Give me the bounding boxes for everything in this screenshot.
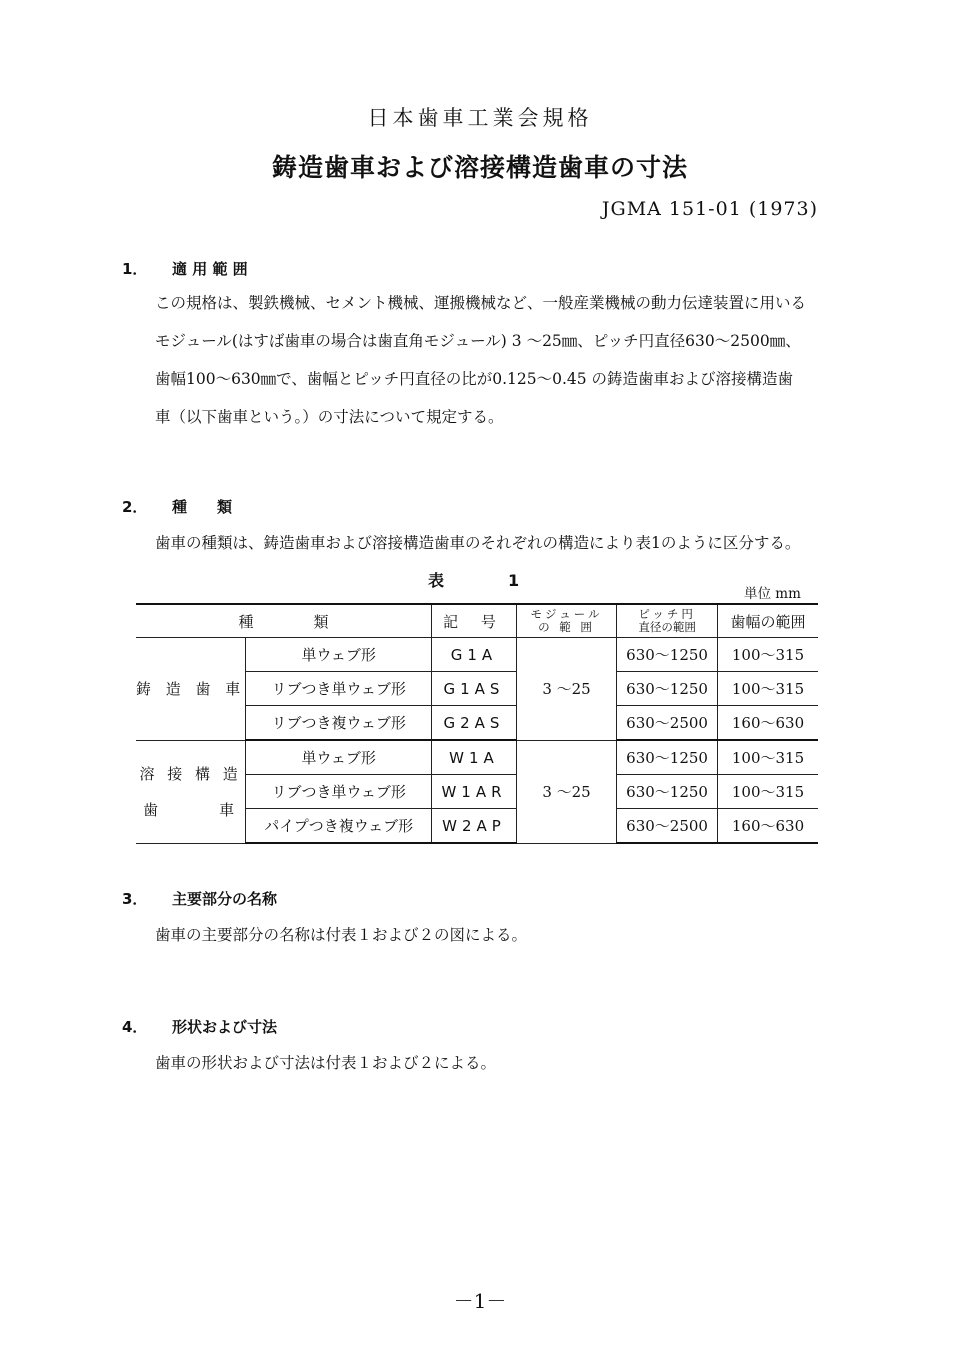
category-cast-gear: 鋳 造 歯 車 — [136, 638, 246, 741]
type-cell: 単ウェブ形 — [246, 740, 432, 775]
module-range-cell: 3 ～25 — [516, 638, 616, 741]
header-pitch-range — [617, 604, 718, 638]
table-unit: 単位 mm — [744, 586, 801, 602]
face-width-cell: 100～315 — [718, 775, 818, 809]
face-width-cell: 100～315 — [718, 672, 818, 706]
face-width-cell: 160～630 — [718, 809, 818, 844]
symbol-cell: G1AS — [432, 672, 517, 706]
pitch-range-cell: 630～1250 — [617, 672, 718, 706]
section-title: 主要部分の名称 — [172, 890, 278, 908]
header-pitch-range-line1: ピッチ円 — [638, 607, 696, 621]
module-range-cell: 3 ～25 — [516, 740, 616, 843]
page-number: －1－ — [453, 1289, 507, 1313]
pitch-range-cell: 630～1250 — [617, 740, 718, 775]
type-cell: リブつき単ウェブ形 — [246, 775, 432, 809]
header-module-range-line2: の 範 囲 — [538, 620, 595, 634]
gear-types-table — [136, 603, 818, 844]
section-title: 種 類 — [172, 498, 233, 516]
section-4-body — [155, 1044, 496, 1082]
symbol-cell: W2AP — [432, 809, 517, 844]
standard-code: JGMA 151-01 (1973) — [601, 198, 818, 220]
paragraph-line: 車（以下歯車という。）の寸法について規定する。 — [155, 408, 504, 426]
face-width-cell: 100～315 — [718, 638, 818, 672]
section-1-body — [155, 284, 806, 436]
section-4-heading — [122, 1016, 277, 1037]
header-symbol: 記 号 — [432, 604, 517, 638]
paragraph-line: 歯幅100～630㎜で、歯幅とピッチ円直径の比が0.125～0.45 の鋳造歯車および溶接構造歯 — [155, 370, 794, 388]
paragraph-line: モジュール(はすば歯車の場合は歯直角モジュール) 3 ～25㎜、ピッチ円直径630～2500㎜、 — [155, 332, 801, 350]
section-number: 4． — [122, 1018, 148, 1036]
pitch-range-cell: 630～1250 — [617, 638, 718, 672]
type-cell: パイプつき複ウェブ形 — [246, 809, 432, 844]
pitch-range-cell: 630～2500 — [617, 706, 718, 741]
header-kind: 種 類 — [136, 604, 432, 638]
section-number: 3． — [122, 890, 148, 908]
type-cell: 単ウェブ形 — [246, 638, 432, 672]
section-number: 2． — [122, 498, 148, 516]
section-3-heading — [122, 888, 277, 909]
paragraph-line: 歯車の形状および寸法は付表１および２による。 — [155, 1054, 497, 1072]
table-caption — [428, 568, 521, 591]
type-cell: リブつき単ウェブ形 — [246, 672, 432, 706]
face-width-cell: 100～315 — [718, 740, 818, 775]
pitch-range-cell: 630～1250 — [617, 775, 718, 809]
paragraph-line: 歯車の主要部分の名称は付表１および２の図による。 — [155, 926, 528, 944]
section-2-body — [155, 524, 800, 562]
category-line: 溶 接 構 造 — [139, 764, 242, 783]
section-2-heading — [122, 496, 232, 517]
organization-name: 日本歯車工業会規格 — [367, 106, 593, 130]
symbol-cell: G1A — [432, 638, 517, 672]
section-number: 1． — [122, 260, 148, 278]
category-welded-gear — [136, 740, 246, 843]
header-pitch-range-line2: 直径の範囲 — [638, 620, 696, 634]
paragraph-line: この規格は、製鉄機械、セメント機械、運搬機械など、一般産業機械の動力伝達装置に用いる — [155, 294, 807, 312]
table-caption-label: 表 — [428, 571, 447, 590]
table-row — [136, 740, 818, 775]
header-module-range-line1: モジュール — [530, 607, 603, 621]
pitch-range-cell: 630～2500 — [617, 809, 718, 844]
table-row — [136, 638, 818, 672]
symbol-cell: W1AR — [432, 775, 517, 809]
section-1-heading — [122, 258, 248, 279]
paragraph-line: 歯車の種類は、鋳造歯車および溶接構造歯車のそれぞれの構造により表1のように区分する。 — [155, 534, 801, 552]
table-header-row — [136, 604, 818, 638]
symbol-cell: G2AS — [432, 706, 517, 741]
header-face-width-range: 歯幅の範囲 — [718, 604, 818, 638]
section-3-body — [155, 916, 527, 954]
document-title: 鋳造歯車および溶接構造歯車の寸法 — [271, 153, 688, 182]
type-cell: リブつき複ウェブ形 — [246, 706, 432, 741]
section-title: 適 用 範 囲 — [172, 260, 248, 278]
section-title: 形状および寸法 — [172, 1018, 278, 1036]
table-caption-number: 1 — [508, 571, 522, 590]
face-width-cell: 160～630 — [718, 706, 818, 741]
category-line: 歯 車 — [143, 800, 239, 819]
header-module-range — [516, 604, 616, 638]
symbol-cell: W1A — [432, 740, 517, 775]
